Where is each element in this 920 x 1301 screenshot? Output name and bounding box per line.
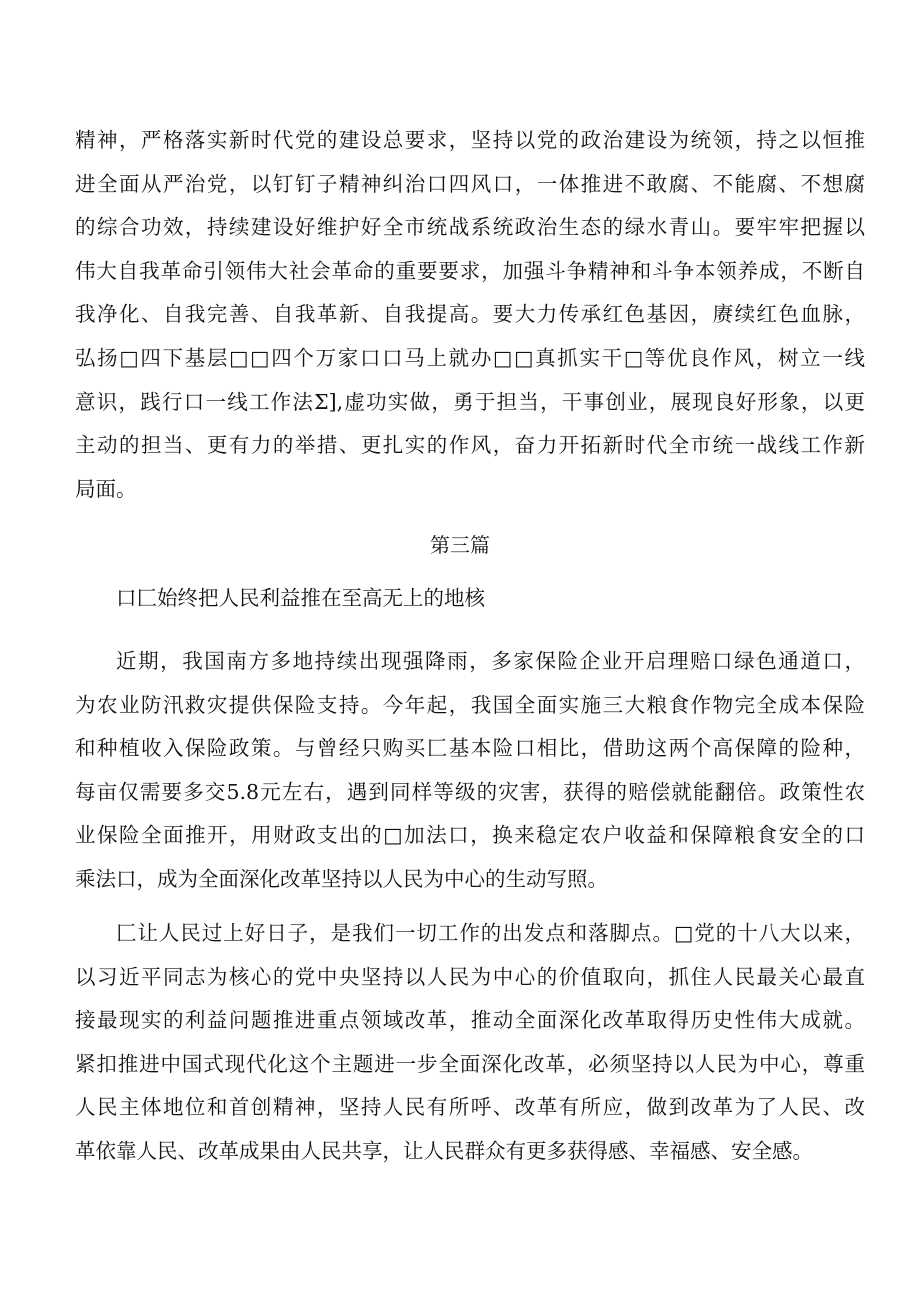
paragraph-line: 匚让人民过上好日子，是我们一切工作的出发点和落脚点。□党的十八大以来， [116,921,865,945]
paragraph-line: 业保险全面推开，用财政支出的□加法口，换来稳定农户收益和保障粮食安全的口 [75,823,865,848]
paragraph-line: 紧扣推进中国式现代化这个主题进一步全面深化改革，必须坚持以人民为中心，尊重 [75,1051,865,1076]
paragraph-line: 进全面从严治党，以钉钉子精神纠治口四风口，一体推进不敢腐、不能腐、不想腐 [75,171,865,196]
paragraph-line: 以习近平同志为核心的党中央坚持以人民为中心的价值取向，抓住人民最关心最直 [75,964,865,989]
paragraph-line: 精神，严格落实新时代党的建设总要求，坚持以党的政治建设为统领，持之以恒推 [75,128,865,152]
paragraph-2 [75,640,865,902]
paragraph-line: 伟大自我革命引领伟大社会革命的重要要求，加强斗争精神和斗争本领养成，不断自 [75,258,865,283]
paragraph-line: 弘扬□四下基层□□四个万家口口马上就办□□真抓实干□等优良作风，树立一线 [75,345,865,370]
paragraph-line: 近期，我国南方多地持续出现强降雨，多家保险企业开启理赔口绿色通道口， [116,649,865,673]
paragraph-line: 和种植收入保险政策。与曾经只购买匚基本险口相比，借助这两个高保障的险种， [75,736,865,761]
section-subtitle: 口匚始终把人民利益推在至高无上的地核 [116,586,485,610]
paragraph-line: 为农业防汛救灾提供保险支持。今年起，我国全面实施三大粮食作物完全成本保险 [75,692,865,717]
paragraph-line: 主动的担当、更有力的举措、更扎实的作风，奋力开拓新时代全市统一战线工作新 [75,433,865,458]
paragraph-line: 意识，践行口一线工作法Σ],虚功实做，勇于担当，干事创业，展现良好形象，以更 [75,389,865,414]
paragraph-line: 我净化、自我完善、自我革新、自我提高。要大力传承红色基因，赓续红色血脉， [75,302,865,327]
paragraph-line: 的综合功效，持续建设好维护好全市统战系统政治生态的绿水青山。要牢牢把握以 [75,215,865,240]
paragraph-3 [75,912,865,1174]
paragraph-line: 乘法口，成为全面深化改革坚持以人民为中心的生动写照。 [75,866,608,891]
paragraph-line: 每亩仅需要多交5.8元左右，遇到同样等级的灾害，获得的赔偿就能翻倍。政策性农 [75,779,865,804]
paragraph-line: 局面。 [75,476,137,501]
section-title: 第三篇 [430,533,490,557]
paragraph-line: 人民主体地位和首创精神，坚持人民有所呼、改革有所应，做到改革为了人民、改 [75,1095,865,1120]
paragraph-line: 革依靠人民、改革成果由人民共享，让人民群众有更多获得感、幸福感、安全感。 [75,1138,813,1163]
paragraph-line: 接最现实的利益问题推进重点领域改革，推动全面深化改革取得历史性伟大成就。 [75,1008,865,1033]
paragraph-1 [75,119,865,511]
